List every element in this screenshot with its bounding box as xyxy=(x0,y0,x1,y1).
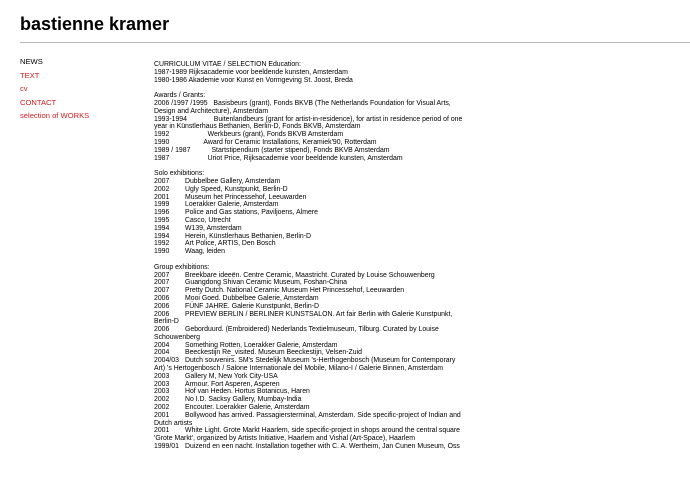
exhibition-row xyxy=(154,279,466,287)
exhibition-text: Encouter. Loerakker Galerie, Amsterdam xyxy=(185,404,310,412)
exhibition-row xyxy=(154,217,466,225)
exhibition-year: 2004 xyxy=(154,341,170,349)
exhibition-year: 2002 xyxy=(154,396,170,404)
exhibition-year: 2002 xyxy=(154,404,170,412)
exhibition-year: 2001 xyxy=(154,427,170,435)
exhibition-text: Armour. Fort Asperen, Asperen xyxy=(185,380,280,388)
exhibition-text: Casco, Utrecht xyxy=(185,216,231,224)
exhibition-text: White Light. Grote Markt Haarlem, side specific-project in shops around the central square 'Grote Markt', organized by Artists Initiative, Haarlem and Vishal (Art-Space), Haarlem xyxy=(154,427,460,443)
award-item: 1987 Uriot Price, Rijksacademie voor beeldende kunsten, Amsterdam xyxy=(154,154,403,162)
exhibition-row xyxy=(154,194,466,202)
exhibition-year: 2007 xyxy=(154,271,170,279)
exhibition-row xyxy=(154,295,466,303)
exhibition-year: 1994 xyxy=(154,224,170,232)
exhibition-row xyxy=(154,404,466,412)
exhibition-text: Bollywood has arrived. Passagiersterminal, Amsterdam. Side specific-project of Indian and Dutch artists xyxy=(154,411,461,427)
exhibition-text: Dubbelbee Gallery, Amsterdam xyxy=(185,177,281,185)
exhibition-row xyxy=(154,381,466,389)
exhibition-text: Something Rotten, Loerakker Galerie, Amsterdam xyxy=(185,341,338,349)
exhibition-text: Pretty Dutch. National Ceramic Museum Het Princessehof, Leeuwarden xyxy=(185,287,405,295)
exhibition-year: 2003 xyxy=(154,388,170,396)
exhibition-year: 2003 xyxy=(154,380,170,388)
exhibition-row xyxy=(154,388,466,396)
nav-link-contact[interactable]: CONTACT xyxy=(20,97,57,107)
nav-link-works[interactable]: selection of WORKS xyxy=(20,111,90,121)
exhibition-row xyxy=(154,186,466,194)
site-title: bastienne kramer xyxy=(20,14,170,34)
exhibition-row xyxy=(154,178,466,186)
exhibition-year: 1995 xyxy=(154,216,170,224)
main-nav xyxy=(20,55,89,123)
exhibition-row xyxy=(154,342,466,350)
exhibition-year: 2003 xyxy=(154,372,170,380)
exhibition-text: Geborduurd. (Embroidered) Nederlands Textielmuseum, Tilburg. Curated by Louise Schouwenberg xyxy=(154,326,439,341)
exhibition-row xyxy=(154,209,466,217)
exhibition-year: 2006 xyxy=(154,302,170,310)
group-list xyxy=(154,272,466,451)
exhibition-text: Herein, Künstlerhaus Bethanien, Berlin-D xyxy=(185,232,312,240)
cv-content xyxy=(154,61,466,451)
nav-link-text[interactable]: TEXT xyxy=(20,70,40,80)
education-item: 1980-1986 Akademie voor Kunst en Vormgeving St. Joost, Breda xyxy=(154,76,353,84)
exhibition-text: No I.D. Sacksy Gallery, Mumbay-India xyxy=(185,396,302,404)
exhibition-row xyxy=(154,427,466,443)
exhibition-text: Duizend en een nacht. Installation together with C. A. Wertheim, Jan Cunen Museum, Oss xyxy=(185,443,460,451)
exhibition-row xyxy=(154,303,466,311)
exhibition-row xyxy=(154,357,466,373)
exhibition-row xyxy=(154,225,466,233)
exhibition-year: 2004 xyxy=(154,349,170,357)
exhibition-year: 2004/03 xyxy=(154,357,179,365)
exhibition-text: Mooi Goed. Dubbelbee Galerie, Amsterdam xyxy=(185,294,319,302)
exhibition-text: Art Police, ARTIS, Den Bosch xyxy=(185,240,276,248)
exhibition-year: 2001 xyxy=(154,193,170,201)
exhibition-year: 1994 xyxy=(154,232,170,240)
award-item: 1992 Werkbeurs (grant), Fonds BKVB Amsterdam xyxy=(154,131,344,139)
exhibition-text: Police and Gas stations, Paviljoens, Almere xyxy=(185,209,318,217)
exhibition-row xyxy=(154,311,466,327)
award-item: 1993-1994 Buitenlandbeurs (grant for artist-in-residence), for artist in residence period of one year in Künstlerhaus Bethanien, Berlin-D, Fonds BKVB, Amsterdam xyxy=(154,115,465,131)
exhibition-year: 2001 xyxy=(154,411,170,419)
exhibition-year: 1996 xyxy=(154,209,170,217)
exhibition-row xyxy=(154,349,466,357)
exhibition-year: 2007 xyxy=(154,287,170,295)
solo-heading: Solo exhibitions: xyxy=(154,170,205,178)
exhibition-text: Ugly Speed, Kunstpunkt, Berlin-D xyxy=(185,185,288,193)
exhibition-row xyxy=(154,272,466,280)
exhibition-text: Breekbare ideeën. Centre Ceramic, Maastricht. Curated by Louise Schouwenberg xyxy=(185,271,435,279)
cv-heading: CURRICULUM VITAE / SELECTION Education: xyxy=(154,61,301,68)
education-item: 1987-1989 Rijksacademie voor beeldende kunsten, Amsterdam xyxy=(154,68,348,76)
exhibition-year: 2006 xyxy=(154,310,170,318)
exhibition-text: PREVIEW BERLIN / BERLINER KUNSTSALON. Art fair Berlin with Galerie Kunstpunkt, Berlin-D xyxy=(154,310,453,326)
exhibition-text: Loerakker Galerie, Amsterdam xyxy=(185,201,279,209)
exhibition-year: 2002 xyxy=(154,185,170,193)
exhibition-text: Hof van Heden. Hortus Botanicus, Haren xyxy=(185,388,310,396)
exhibition-year: 2007 xyxy=(154,177,170,185)
exhibition-row xyxy=(154,233,466,241)
exhibition-text: FÜNF JAHRE. Galerie Kunstpunkt, Berlin-D xyxy=(185,302,320,310)
nav-link-cv[interactable]: cv xyxy=(20,84,28,94)
exhibition-year: 2007 xyxy=(154,279,170,287)
exhibition-row xyxy=(154,326,466,342)
exhibition-text: Museum het Princessehof, Leeuwarden xyxy=(185,193,307,201)
solo-list xyxy=(154,178,466,256)
exhibition-row xyxy=(154,373,466,381)
exhibition-year: 1992 xyxy=(154,240,170,248)
group-heading: Group exhibitions: xyxy=(154,263,210,271)
awards-heading: Awards / Grants: xyxy=(154,92,206,100)
award-item: 2006 /1997 /1995 Basisbeurs (grant), Fonds BKVB (The Netherlands Foundation for Visual Arts, Design and Architecture), Amsterdam xyxy=(154,99,453,115)
exhibition-text: Guangdong Shivan Ceramic Museum, Foshan-China xyxy=(185,279,348,287)
exhibition-text: Waag, leiden xyxy=(185,248,225,256)
exhibition-row xyxy=(154,248,466,256)
award-item: 1990 Award for Ceramic Installations, Keramiek'90, Rotterdam xyxy=(154,138,377,146)
exhibition-row xyxy=(154,396,466,404)
exhibition-row xyxy=(154,443,466,451)
exhibition-year: 1999 xyxy=(154,201,170,209)
nav-link-news[interactable]: NEWS xyxy=(20,57,43,66)
exhibition-text: Beeckestijn Re_visited. Museum Beeckestijn, Velsen-Zuid xyxy=(185,349,362,357)
exhibition-year: 2006 xyxy=(154,294,170,302)
exhibition-year: 2006 xyxy=(154,326,170,334)
exhibition-row xyxy=(154,240,466,248)
exhibition-row xyxy=(154,412,466,428)
header-divider xyxy=(20,42,690,43)
exhibition-text: W139, Amsterdam xyxy=(185,224,242,232)
award-item: 1989 / 1987 Startstipendium (starter stipend), Fonds BKVB Amsterdam xyxy=(154,146,390,154)
exhibition-text: Dutch souvenirs. SM's Stedelijk Museum 's-Herthogenbosch (Museum for Contemporary Art) 's Hertogenbosch / Salone Internationale del Mobile, Milano-I / Galerie Binnen, Amsterdam xyxy=(154,357,456,373)
exhibition-row xyxy=(154,287,466,295)
exhibition-year: 1999/01 xyxy=(154,443,179,451)
exhibition-row xyxy=(154,201,466,209)
exhibition-text: Gallery M, New York City-USA xyxy=(185,372,278,380)
exhibition-year: 1990 xyxy=(154,248,170,256)
